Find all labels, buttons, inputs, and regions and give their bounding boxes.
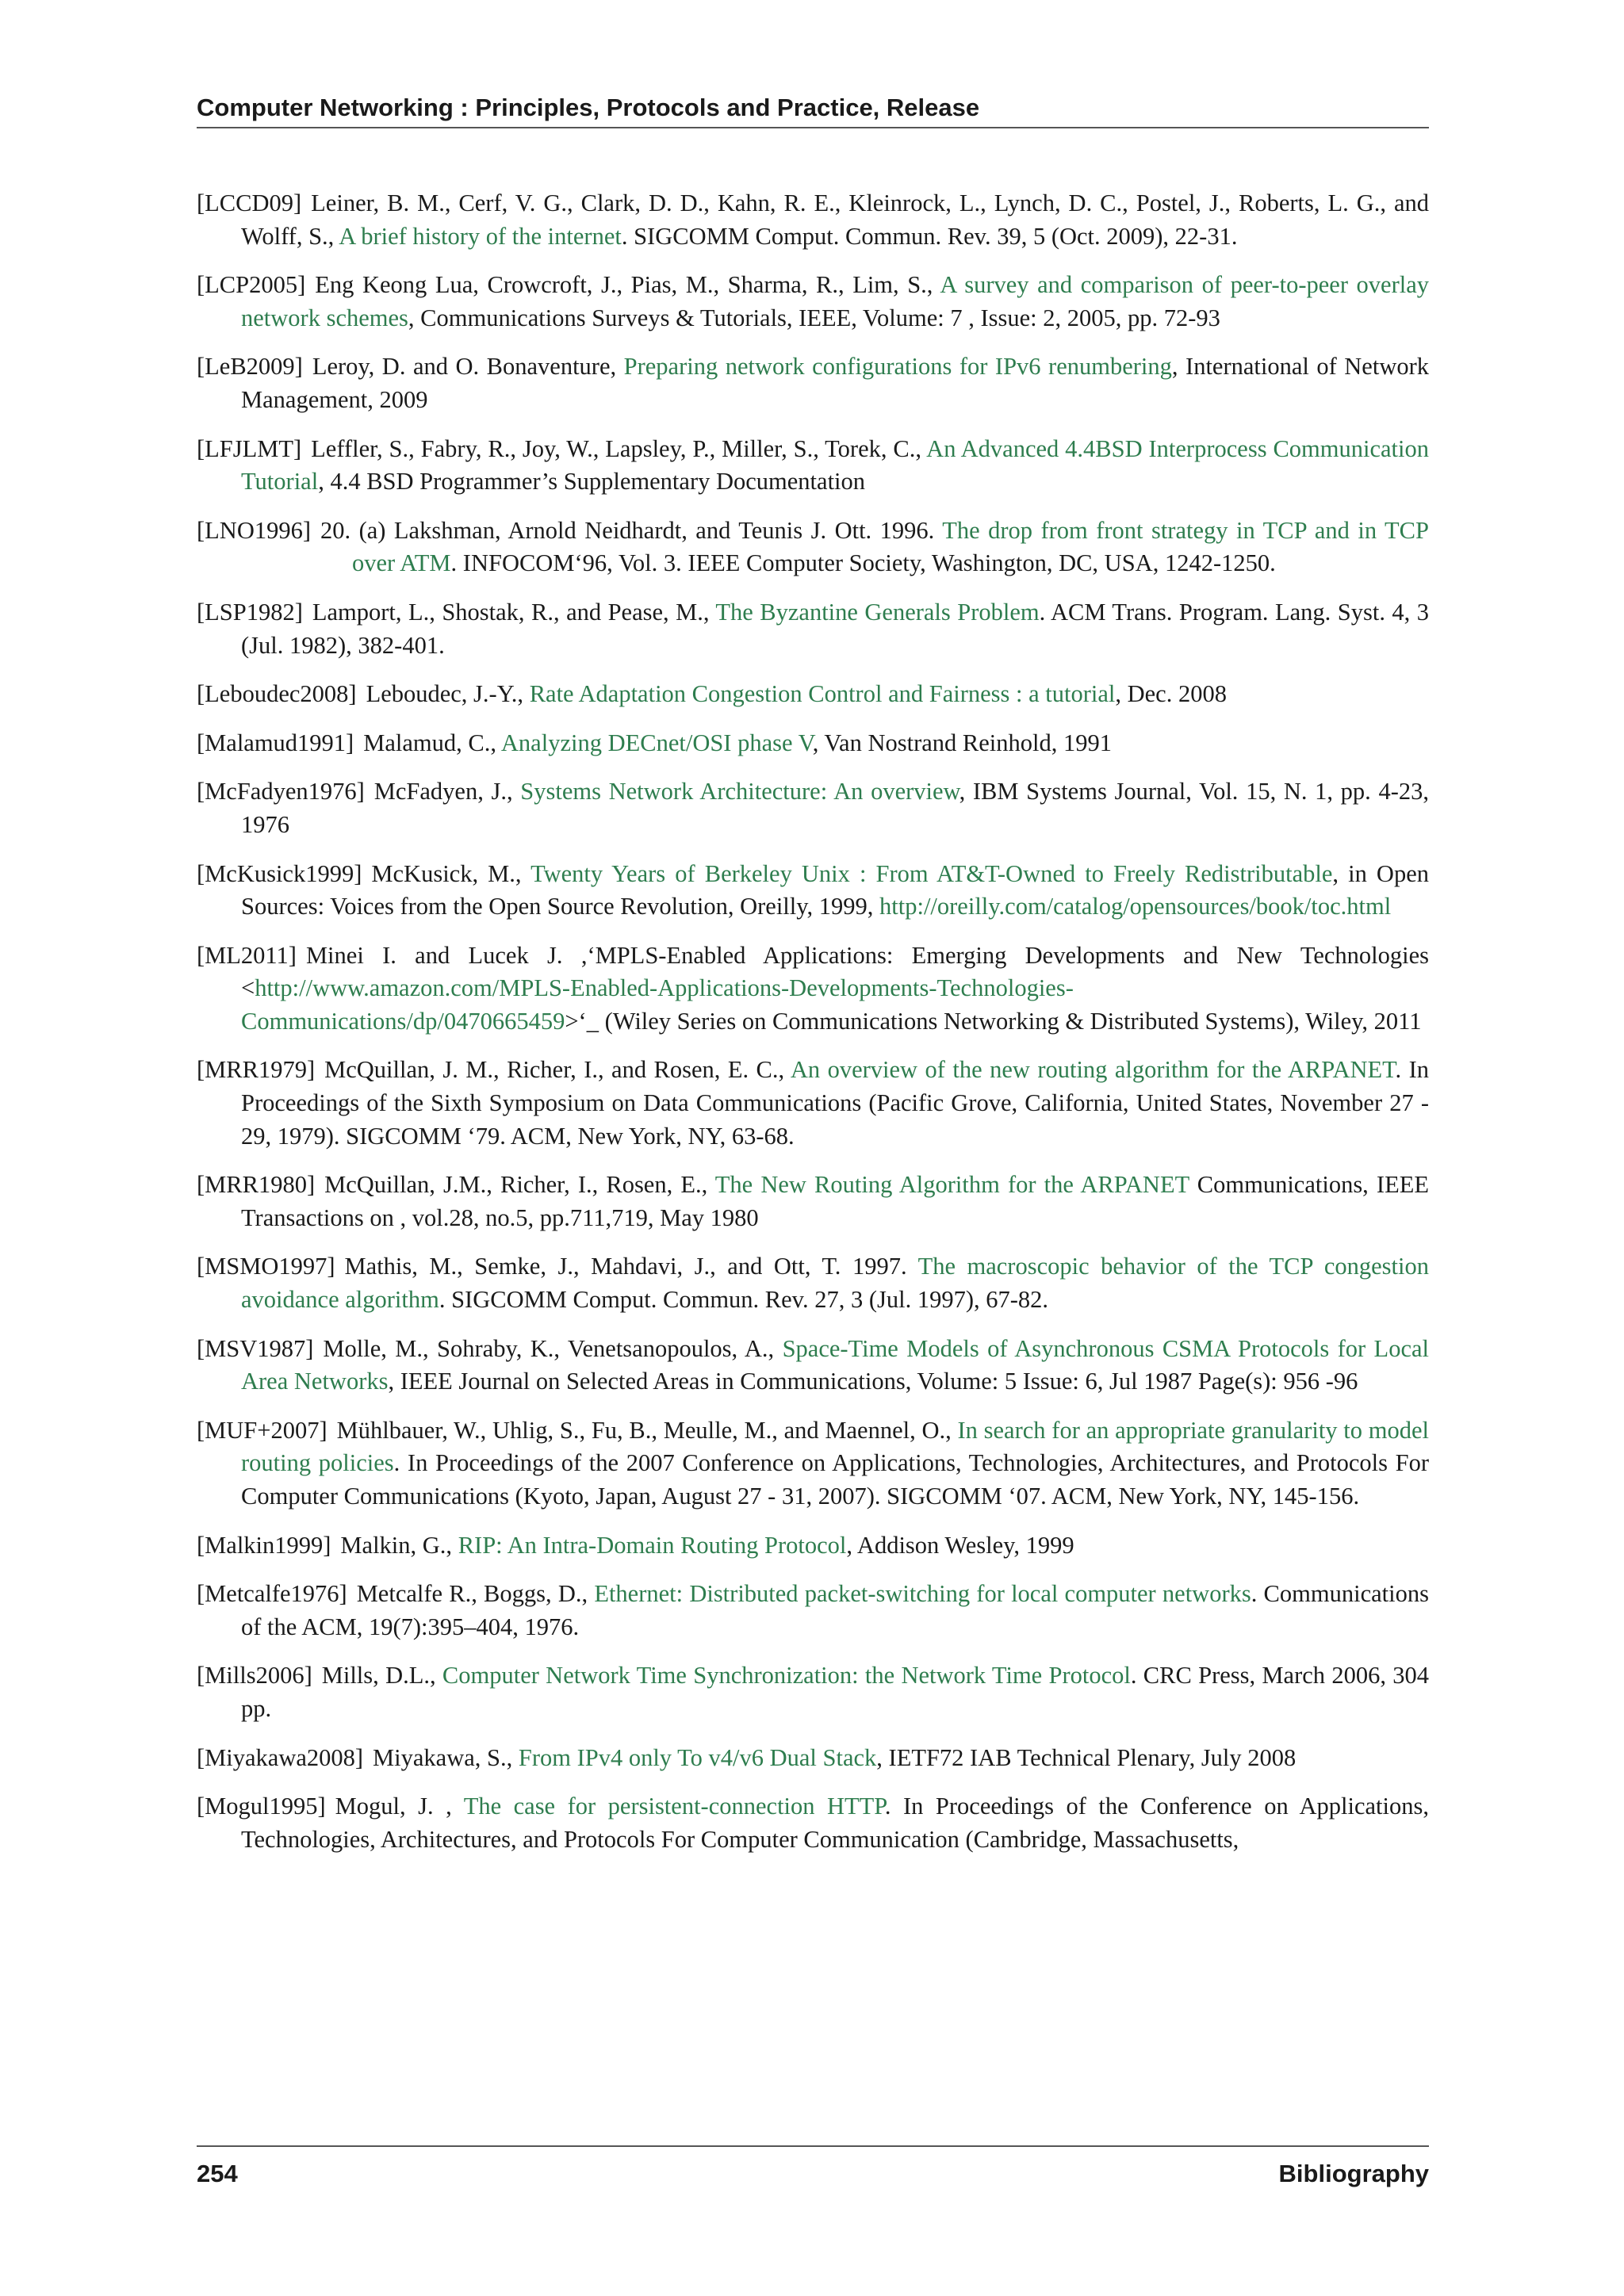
- bib-text: . Communications of the ACM, 19(7):395–404, 1976.: [241, 1580, 1429, 1640]
- bib-entry: [197, 1790, 1429, 1856]
- bib-entry: [197, 187, 1429, 253]
- bib-text: 20. (a) Lakshman, Arnold Neidhardt, and Teunis J. Ott. 1996.: [320, 516, 943, 544]
- bib-text: . In Proceedings of the Conference on Applications, Technologies, Architectures, and Protocols For Computer Communication (Cambridge, Massachusetts,: [241, 1793, 1429, 1853]
- bib-text: Mills, D.L.,: [321, 1662, 442, 1689]
- bib-link[interactable]: An Advanced 4.4BSD Interprocess Communication Tutorial: [241, 434, 1429, 496]
- bib-link[interactable]: The macroscopic behavior of the TCP congestion avoidance algorithm: [241, 1253, 1430, 1314]
- bib-entry: [197, 678, 1429, 711]
- bib-link[interactable]: Space-Time Models of Asynchronous CSMA Protocols for Local Area Networks: [241, 1334, 1429, 1395]
- bib-text: . SIGCOMM Comput. Commun. Rev. 39, 5 (Oct. 2009), 22-31.: [621, 222, 1238, 250]
- bib-link[interactable]: The drop from front strategy in TCP and in TCP over ATM: [352, 516, 1429, 577]
- bib-label: [Miyakawa2008]: [197, 1743, 364, 1771]
- bib-text: Eng Keong Lua, Crowcroft, J., Pias, M., Sharma, R., Lim, S.,: [315, 271, 940, 299]
- bib-text: Leffler, S., Fabry, R., Joy, W., Lapsley, P., Miller, S., Torek, C.,: [311, 434, 927, 462]
- bib-text: , Addison Wesley, 1999: [846, 1531, 1074, 1559]
- bib-text: Metcalfe R., Boggs, D.,: [356, 1580, 595, 1608]
- bib-link[interactable]: Ethernet: Distributed packet-switching for local computer networks: [594, 1580, 1251, 1608]
- bib-entry: [197, 350, 1429, 416]
- bib-label: [LCCD09]: [197, 189, 302, 216]
- bib-text: Molle, M., Sohraby, K., Venetsanopoulos, A.,: [323, 1334, 783, 1362]
- bib-label: [LNO1996]: [197, 516, 311, 544]
- bib-label: [MUF+2007]: [197, 1416, 327, 1444]
- bib-text: , 4.4 BSD Programmer’s Supplementary Documentation: [318, 468, 866, 496]
- bib-text: Lamport, L., Shostak, R., and Pease, M.,: [312, 598, 716, 626]
- bib-entry: [197, 1529, 1429, 1563]
- bib-text: McKusick, M.,: [371, 859, 531, 887]
- bib-entry: [197, 775, 1429, 841]
- bib-label: [Malamud1991]: [197, 729, 354, 756]
- bib-text: , IBM Systems Journal, Vol. 15, N. 1, pp. 4-23, 1976: [241, 778, 1429, 838]
- bib-text: Miyakawa, S.,: [373, 1743, 519, 1771]
- bib-link[interactable]: In search for an appropriate granularity to model routing policies: [241, 1416, 1429, 1477]
- bib-entry: [197, 1659, 1429, 1725]
- running-footer: [197, 2145, 1429, 2191]
- bib-entry: [197, 1250, 1429, 1316]
- bib-label: [LFJLMT]: [197, 434, 302, 462]
- bib-link[interactable]: Twenty Years of Berkeley Unix : From AT&T-Owned to Freely Redistributable: [530, 859, 1333, 887]
- bib-label: [Metcalfe1976]: [197, 1580, 347, 1608]
- bib-link[interactable]: The case for persistent-connection HTTP: [463, 1793, 885, 1820]
- bib-link[interactable]: An overview of the new routing algorithm for the ARPANET: [790, 1056, 1396, 1084]
- bib-link[interactable]: Systems Network Architecture: An overview: [520, 778, 959, 806]
- bib-entry: [197, 1169, 1429, 1234]
- bib-entry: [197, 858, 1429, 924]
- bib-label: [MSMO1997]: [197, 1253, 335, 1280]
- bib-text: Leboudec, J.-Y.,: [366, 680, 530, 708]
- bib-text: , Dec. 2008: [1115, 680, 1227, 708]
- bib-entry: [197, 596, 1429, 662]
- bib-label: [Mills2006]: [197, 1662, 312, 1689]
- bib-entry: [197, 269, 1429, 335]
- bib-link[interactable]: Analyzing DECnet/OSI phase V: [500, 729, 813, 756]
- running-header: Computer Networking : Principles, Protocols and Practice, Release: [197, 90, 1429, 128]
- bib-label: [McFadyen1976]: [197, 778, 365, 806]
- bib-entry: [197, 1054, 1429, 1153]
- bib-url-link[interactable]: http://www.amazon.com/MPLS-Enabled-Applications-Developments-Technologies-Communications/dp/0470665459: [241, 974, 1074, 1035]
- bib-text: Mathis, M., Semke, J., Mahdavi, J., and Ott, T. 1997.: [344, 1253, 918, 1280]
- bib-text: , IETF72 IAB Technical Plenary, July 2008: [876, 1743, 1297, 1771]
- bib-entry: [197, 939, 1429, 1039]
- bib-text: , in Open Sources: Voices from the Open Source Revolution, Oreilly, 1999,: [241, 859, 1429, 920]
- bib-label: [LSP1982]: [197, 598, 303, 626]
- bib-text: Malamud, C.,: [363, 729, 501, 756]
- bib-text: Malkin, G.,: [340, 1531, 458, 1559]
- bib-label: [ML2011]: [197, 941, 297, 969]
- bib-text: . CRC Press, March 2006, 304 pp.: [241, 1662, 1429, 1722]
- bib-entry: [197, 1578, 1429, 1644]
- bib-text: Leroy, D. and O. Bonaventure,: [312, 353, 624, 381]
- bib-text: . ACM Trans. Program. Lang. Syst. 4, 3 (Jul. 1982), 382-401.: [241, 598, 1429, 659]
- bib-link[interactable]: A survey and comparison of peer-to-peer overlay network schemes: [241, 271, 1429, 331]
- page-number: 254: [197, 2160, 238, 2187]
- bib-entry: [197, 727, 1429, 760]
- bib-url-link[interactable]: http://oreilly.com/catalog/opensources/book/toc.html: [879, 893, 1392, 920]
- bib-text: Mühlbauer, W., Uhlig, S., Fu, B., Meulle, M., and Maennel, O.,: [336, 1416, 958, 1444]
- bib-text: Leiner, B. M., Cerf, V. G., Clark, D. D., Kahn, R. E., Kleinrock, L., Lynch, D. C., Postel, J., Roberts, L. G., and Wolff, S.,: [241, 189, 1429, 250]
- bib-entry: [197, 1414, 1429, 1513]
- bib-label: [MRR1980]: [197, 1171, 316, 1199]
- bib-entry: [197, 433, 1429, 499]
- bib-link[interactable]: Preparing network configurations for IPv6 renumbering: [623, 353, 1172, 381]
- bib-text: >‘_ (Wiley Series on Communications Networking & Distributed Systems), Wiley, 2011: [565, 1007, 1422, 1035]
- bib-text: Communications, IEEE Transactions on , vol.28, no.5, pp.711,719, May 1980: [241, 1171, 1429, 1231]
- bib-entry: [197, 515, 1429, 580]
- bib-text: McQuillan, J.M., Richer, I., Rosen, E.,: [324, 1171, 715, 1199]
- bibliography-list: [197, 187, 1429, 1872]
- bib-text: , IEEE Journal on Selected Areas in Communications, Volume: 5 Issue: 6, Jul 1987 Page(s): 956 -96: [388, 1368, 1358, 1395]
- section-title: Bibliography: [1278, 2160, 1429, 2187]
- bib-link[interactable]: The Byzantine Generals Problem: [715, 598, 1040, 626]
- bib-link[interactable]: The New Routing Algorithm for the ARPANET: [714, 1171, 1189, 1199]
- bib-text: McQuillan, J. M., Richer, I., and Rosen, E. C.,: [324, 1056, 791, 1084]
- bib-label: [McKusick1999]: [197, 859, 362, 887]
- bib-link[interactable]: Rate Adaptation Congestion Control and Fairness : a tutorial: [529, 680, 1116, 708]
- bib-label: [Malkin1999]: [197, 1531, 331, 1559]
- bib-label: [LCP2005]: [197, 271, 306, 299]
- bib-text: . In Proceedings of the 2007 Conference on Applications, Technologies, Architectures, and Protocols For Computer Communications (Kyoto, Japan, August 27 - 31, 2007). SIGCOMM ‘07. ACM, New York, NY, 145-156.: [241, 1449, 1429, 1510]
- bib-text: . In Proceedings of the Sixth Symposium on Data Communications (Pacific Grove, California, United States, November 27 - 29, 1979). SIGCOMM ‘79. ACM, New York, NY, 63-68.: [241, 1056, 1429, 1150]
- bib-link[interactable]: A brief history of the internet: [339, 222, 622, 250]
- bib-label: [MRR1979]: [197, 1056, 316, 1084]
- bib-label: [LeB2009]: [197, 353, 303, 381]
- bib-link[interactable]: Computer Network Time Synchronization: the Network Time Protocol: [442, 1662, 1131, 1689]
- bib-text: Minei I. and Lucek J. ,‘MPLS-Enabled Applications: Emerging Developments and New Technologies <: [241, 941, 1429, 1002]
- bib-text: , Communications Surveys & Tutorials, IEEE, Volume: 7 , Issue: 2, 2005, pp. 72-93: [408, 304, 1220, 331]
- bib-text: . INFOCOM‘96, Vol. 3. IEEE Computer Society, Washington, DC, USA, 1242-1250.: [450, 549, 1276, 577]
- bib-text: . SIGCOMM Comput. Commun. Rev. 27, 3 (Jul. 1997), 67-82.: [439, 1286, 1049, 1314]
- bib-label: [MSV1987]: [197, 1334, 314, 1362]
- bib-label: [Mogul1995]: [197, 1793, 326, 1820]
- bib-link[interactable]: RIP: An Intra-Domain Routing Protocol: [458, 1531, 847, 1559]
- bib-entry: [197, 1742, 1429, 1775]
- bib-text: Mogul, J. ,: [335, 1793, 464, 1820]
- bib-label: [Leboudec2008]: [197, 680, 357, 708]
- bib-text: , Van Nostrand Reinhold, 1991: [812, 729, 1112, 756]
- bib-text: McFadyen, J.,: [373, 778, 521, 806]
- bib-text: , International of Network Management, 2009: [241, 353, 1430, 413]
- bib-link[interactable]: From IPv4 only To v4/v6 Dual Stack: [518, 1743, 877, 1771]
- bib-entry: [197, 1333, 1429, 1399]
